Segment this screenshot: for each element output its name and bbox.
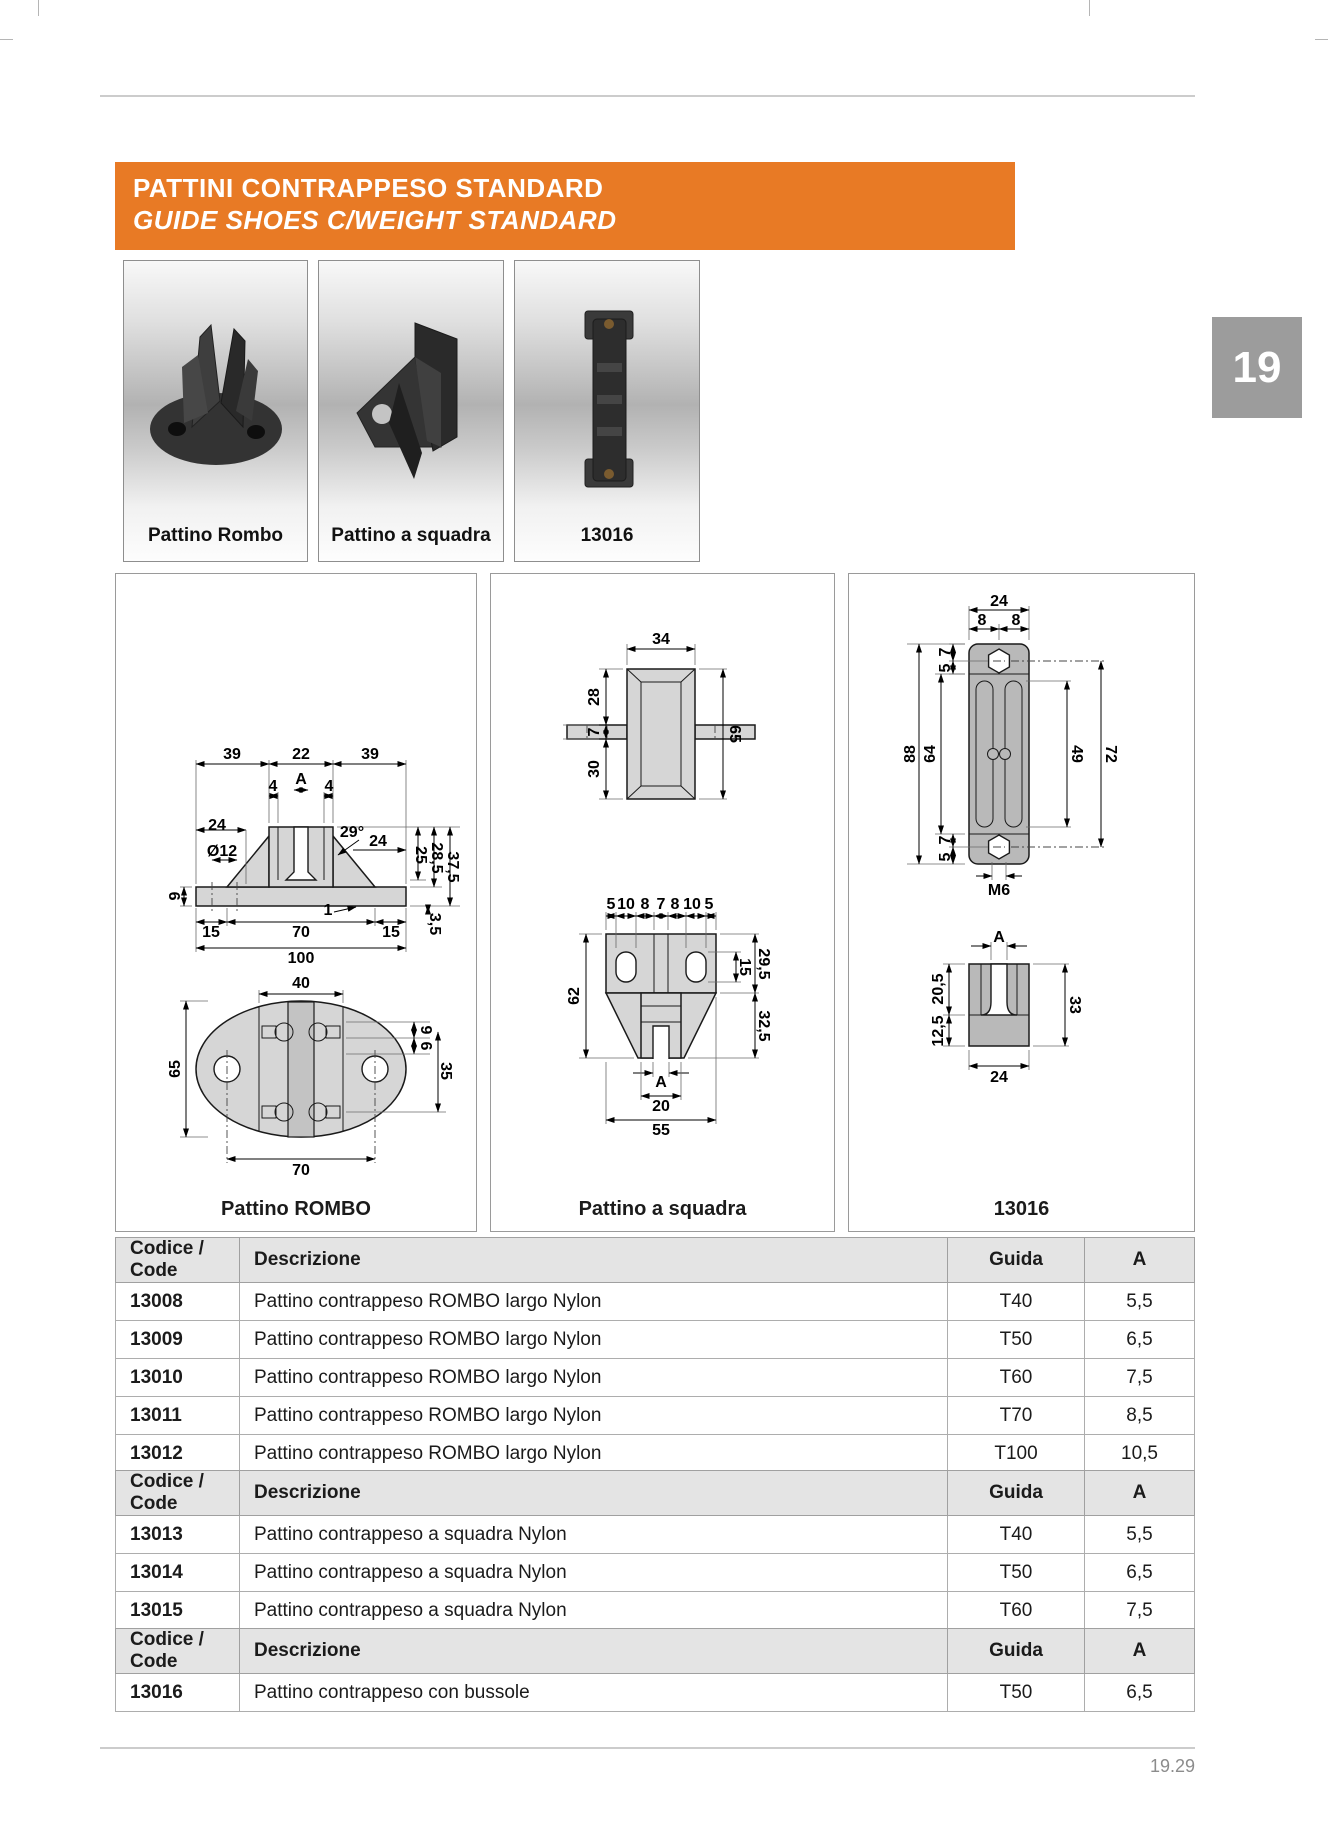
product-photo-image bbox=[515, 261, 699, 561]
drawing-caption: Pattino ROMBO bbox=[221, 1198, 371, 1220]
dimension-label: 72 bbox=[1102, 745, 1119, 763]
dimension-label: 8 bbox=[1011, 612, 1021, 629]
top-rule bbox=[100, 95, 1195, 97]
dimension-label: 5 bbox=[937, 663, 954, 673]
dimension-label: 49 bbox=[1068, 745, 1085, 763]
crop-mark bbox=[1315, 39, 1328, 40]
guide-cell: T50 bbox=[948, 1321, 1085, 1359]
a-value-cell: 5,5 bbox=[1085, 1283, 1195, 1321]
dimension-label: 28,5 bbox=[428, 842, 445, 874]
dimension-label: 7 bbox=[656, 896, 666, 913]
code-cell: 13015 bbox=[116, 1592, 240, 1630]
product-photo-rombo bbox=[123, 260, 308, 562]
dimension-label: 8 bbox=[977, 612, 987, 629]
a-value-cell: 7,5 bbox=[1085, 1359, 1195, 1397]
dimension-label: 1 bbox=[323, 902, 333, 919]
column-header: Descrizione bbox=[240, 1238, 948, 1283]
code-cell: 13009 bbox=[116, 1321, 240, 1359]
guide-cell: T40 bbox=[948, 1283, 1085, 1321]
a-value-cell: 10,5 bbox=[1085, 1435, 1195, 1473]
a-value-cell: 8,5 bbox=[1085, 1397, 1195, 1435]
column-header: Codice / Code bbox=[116, 1629, 240, 1674]
section-title-english: GUIDE SHOES C/WEIGHT STANDARD bbox=[133, 205, 617, 235]
description-cell: Pattino contrappeso ROMBO largo Nylon bbox=[240, 1321, 948, 1359]
product-photo-squadra bbox=[318, 260, 504, 562]
guide-cell: T50 bbox=[948, 1674, 1085, 1712]
code-cell: 13010 bbox=[116, 1359, 240, 1397]
dimension-label: 15 bbox=[202, 924, 220, 941]
dimension-label: 62 bbox=[566, 987, 583, 1005]
dimension-label: A bbox=[993, 929, 1005, 946]
a-value-cell: 5,5 bbox=[1085, 1516, 1195, 1554]
dimension-label: 8 bbox=[670, 896, 680, 913]
dimension-label: 65 bbox=[167, 1060, 184, 1078]
product-photo-label: 13016 bbox=[580, 525, 634, 546]
dimension-label: 29,5 bbox=[755, 948, 772, 980]
description-cell: Pattino contrappeso ROMBO largo Nylon bbox=[240, 1359, 948, 1397]
dimension-label: 88 bbox=[902, 745, 919, 763]
dimension-label: 70 bbox=[292, 1162, 310, 1179]
dimension-label: 7 bbox=[937, 835, 954, 845]
guide-cell: T70 bbox=[948, 1397, 1085, 1435]
code-cell: 13013 bbox=[116, 1516, 240, 1554]
product-photo-label: Pattino Rombo bbox=[147, 525, 284, 546]
a-value-cell: 6,5 bbox=[1085, 1554, 1195, 1592]
description-cell: Pattino contrappeso a squadra Nylon bbox=[240, 1554, 948, 1592]
column-header: Descrizione bbox=[240, 1471, 948, 1516]
column-header: A bbox=[1085, 1238, 1195, 1283]
technical-drawing-panel-rombo bbox=[115, 573, 477, 1232]
code-cell: 13011 bbox=[116, 1397, 240, 1435]
product-table-bussole bbox=[115, 1628, 1195, 1712]
dimension-label: 3,5 bbox=[426, 912, 443, 936]
dimension-label: 100 bbox=[287, 950, 315, 967]
description-cell: Pattino contrappeso ROMBO largo Nylon bbox=[240, 1397, 948, 1435]
dimension-label: 37,5 bbox=[444, 851, 461, 883]
dimension-label: 4 bbox=[324, 778, 334, 795]
table-row bbox=[116, 1554, 1195, 1592]
dimension-label: 35 bbox=[437, 1062, 454, 1080]
dimension-label: 9 bbox=[167, 891, 184, 901]
code-cell: 13012 bbox=[116, 1435, 240, 1473]
dimension-label: 24 bbox=[990, 593, 1008, 610]
product-table-squadra bbox=[115, 1470, 1195, 1630]
product-photo-13016 bbox=[514, 260, 700, 562]
column-header: Codice / Code bbox=[116, 1238, 240, 1283]
column-header: Descrizione bbox=[240, 1629, 948, 1674]
dimension-label: 10 bbox=[617, 896, 635, 913]
dimension-label: A bbox=[655, 1074, 667, 1091]
dimension-label: 4 bbox=[268, 778, 278, 795]
dimension-label: 10 bbox=[683, 896, 701, 913]
dimension-label: 7 bbox=[937, 647, 954, 657]
a-value-cell: 7,5 bbox=[1085, 1592, 1195, 1630]
dimension-label: 22 bbox=[292, 746, 310, 763]
description-cell: Pattino contrappeso con bussole bbox=[240, 1674, 948, 1712]
guide-cell: T50 bbox=[948, 1554, 1085, 1592]
column-header: Guida bbox=[948, 1629, 1085, 1674]
column-header: Guida bbox=[948, 1471, 1085, 1516]
table-row bbox=[116, 1397, 1195, 1435]
table-row bbox=[116, 1283, 1195, 1321]
dimension-label: 5 bbox=[704, 896, 714, 913]
dimension-label: 9 bbox=[417, 1025, 434, 1035]
dimension-label: 8 bbox=[640, 896, 650, 913]
section-header bbox=[115, 162, 1015, 250]
column-header: Guida bbox=[948, 1238, 1085, 1283]
dimension-label: 40 bbox=[292, 975, 310, 992]
description-cell: Pattino contrappeso ROMBO largo Nylon bbox=[240, 1283, 948, 1321]
a-value-cell: 6,5 bbox=[1085, 1674, 1195, 1712]
dimension-label: 12,5 bbox=[930, 1015, 947, 1047]
product-photo-image bbox=[124, 261, 307, 561]
drawing-caption: 13016 bbox=[993, 1198, 1050, 1220]
dimension-label: 20,5 bbox=[930, 973, 947, 1005]
table-row bbox=[116, 1321, 1195, 1359]
table-row bbox=[116, 1516, 1195, 1554]
dimension-label: 24 bbox=[369, 833, 387, 850]
dimension-label: Ø12 bbox=[206, 843, 238, 860]
dimension-label: 64 bbox=[922, 745, 939, 763]
code-cell: 13016 bbox=[116, 1674, 240, 1712]
guide-cell: T100 bbox=[948, 1435, 1085, 1473]
description-cell: Pattino contrappeso a squadra Nylon bbox=[240, 1516, 948, 1554]
product-photo-image bbox=[319, 261, 503, 561]
dimension-label: 39 bbox=[361, 746, 379, 763]
dimension-label: 7 bbox=[586, 727, 603, 737]
guide-cell: T60 bbox=[948, 1592, 1085, 1630]
dimension-label: 33 bbox=[1066, 996, 1083, 1014]
guide-cell: T60 bbox=[948, 1359, 1085, 1397]
column-header: A bbox=[1085, 1471, 1195, 1516]
code-cell: 13014 bbox=[116, 1554, 240, 1592]
dimension-label: 15 bbox=[382, 924, 400, 941]
dimension-label: 20 bbox=[652, 1098, 670, 1115]
dimension-label: 30 bbox=[586, 760, 603, 778]
table-row bbox=[116, 1435, 1195, 1473]
section-title-italian: PATTINI CONTRAPPESO STANDARD bbox=[133, 173, 604, 203]
dimension-label: 15 bbox=[736, 958, 753, 976]
chapter-tab: 19 bbox=[1212, 317, 1302, 418]
description-cell: Pattino contrappeso ROMBO largo Nylon bbox=[240, 1435, 948, 1473]
dimension-label: 65 bbox=[726, 725, 743, 743]
dimension-label: 29° bbox=[339, 824, 365, 841]
dimension-label: 25 bbox=[412, 846, 429, 864]
code-cell: 13008 bbox=[116, 1283, 240, 1321]
crop-mark bbox=[1089, 0, 1090, 16]
dimension-label: 39 bbox=[223, 746, 241, 763]
dimension-label: 24 bbox=[990, 1069, 1008, 1086]
product-photo-label: Pattino a squadra bbox=[331, 525, 491, 546]
crop-mark bbox=[38, 0, 39, 16]
dimension-label: 55 bbox=[652, 1122, 670, 1139]
dimension-label: M6 bbox=[987, 882, 1011, 899]
bottom-rule bbox=[100, 1747, 1195, 1749]
table-row bbox=[116, 1674, 1195, 1712]
technical-drawing-panel-squadra bbox=[490, 573, 835, 1232]
page-number: 19.29 bbox=[1149, 1756, 1195, 1776]
dimension-label: 34 bbox=[652, 631, 670, 648]
product-table-rombo bbox=[115, 1237, 1195, 1473]
column-header: A bbox=[1085, 1629, 1195, 1674]
technical-drawing-panel-13016 bbox=[848, 573, 1195, 1232]
description-cell: Pattino contrappeso a squadra Nylon bbox=[240, 1592, 948, 1630]
guide-cell: T40 bbox=[948, 1516, 1085, 1554]
table-row bbox=[116, 1359, 1195, 1397]
dimension-label: 5 bbox=[606, 896, 616, 913]
column-header: Codice / Code bbox=[116, 1471, 240, 1516]
table-row bbox=[116, 1592, 1195, 1630]
crop-mark bbox=[0, 39, 13, 40]
drawing-caption: Pattino a squadra bbox=[578, 1198, 747, 1220]
dimension-label: 70 bbox=[292, 924, 310, 941]
dimension-label: 32,5 bbox=[755, 1010, 772, 1042]
dimension-label: 5 bbox=[937, 852, 954, 862]
technical-drawing-svg bbox=[849, 574, 1194, 1231]
dimension-label: 28 bbox=[586, 688, 603, 706]
dimension-label: 6 bbox=[417, 1041, 434, 1051]
dimension-label: 24 bbox=[208, 817, 226, 834]
dimension-label: A bbox=[295, 771, 307, 788]
a-value-cell: 6,5 bbox=[1085, 1321, 1195, 1359]
technical-drawing-svg bbox=[116, 574, 476, 1231]
